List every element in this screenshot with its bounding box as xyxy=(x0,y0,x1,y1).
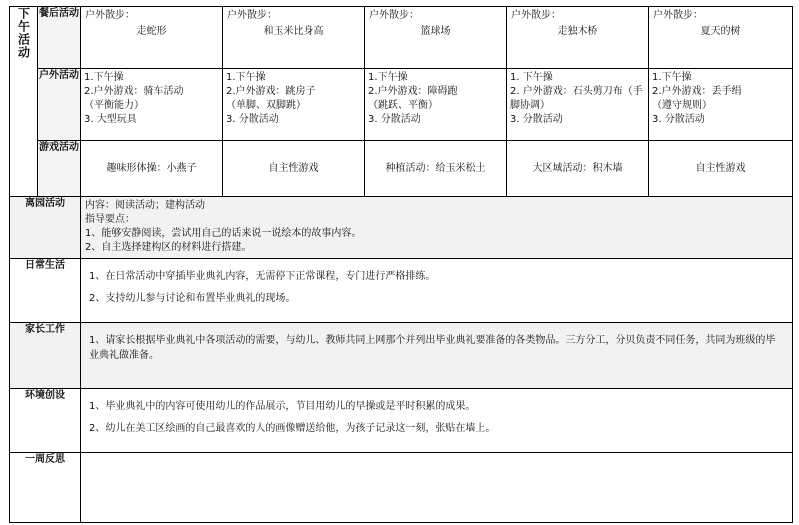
games-row xyxy=(10,141,793,197)
outdoor-cell: 1.下午操 2.户外游戏：障碍跑 （跳跃、平衡） 3. 分散活动 xyxy=(365,69,507,141)
daily-label: 日常生活 xyxy=(10,259,81,323)
afternoon-section-label: 下午活动 xyxy=(10,7,38,197)
games-cell: 趣味形体操：小燕子 xyxy=(81,141,223,197)
parent-label: 家长工作 xyxy=(10,323,81,389)
after-meal-row xyxy=(10,7,793,69)
after-meal-label: 餐后活动 xyxy=(38,7,81,69)
after-meal-cell: 户外散步： 篮球场 xyxy=(365,7,507,69)
after-meal-cell: 户外散步： 走蛇形 xyxy=(81,7,223,69)
games-cell: 大区域活动：积木墙 xyxy=(507,141,649,197)
outdoor-cell: 1.下午操 2.户外游戏：骑车活动 （平衡能力） 3. 大型玩具 xyxy=(81,69,223,141)
outdoor-label: 户外活动 xyxy=(38,69,81,141)
area-label: 离园活动 xyxy=(10,197,81,259)
weekly-plan-table xyxy=(9,6,793,523)
daily-content: 1、在日常活动中穿插毕业典礼内容，无需停下正常课程，专门进行严格排练。 2、支持幼儿参与讨论和布置毕业典礼的现场。 xyxy=(81,259,793,323)
env-content: 1、毕业典礼中的内容可使用幼儿的作品展示，节目用幼儿的早操或是平时积累的成果。 2、幼儿在美工区绘画的自己最喜欢的人的画像赠送给他，为孩子记录这一刻，张贴在墙上。 xyxy=(81,389,793,453)
outdoor-cell: 1.下午操 2.户外游戏：跳房子 （单脚、双脚跳） 3. 分散活动 xyxy=(223,69,365,141)
after-meal-cell: 户外散步： 和玉米比身高 xyxy=(223,7,365,69)
outdoor-cell: 1.下午操 2.户外游戏：丢手绢 （遵守规则） 3. 分散活动 xyxy=(649,69,793,141)
outdoor-cell: 1. 下午操 2. 户外游戏：石头剪刀布（手 脚协调） 3. 分散活动 xyxy=(507,69,649,141)
games-cell: 自主性游戏 xyxy=(223,141,365,197)
games-label: 游戏活动 xyxy=(38,141,81,197)
after-meal-cell: 户外散步： 夏天的树 xyxy=(649,7,793,69)
outdoor-row xyxy=(10,69,793,141)
area-row xyxy=(10,197,793,259)
games-cell: 自主性游戏 xyxy=(649,141,793,197)
reflect-label: 一周反思 xyxy=(10,453,81,523)
reflect-content[interactable] xyxy=(81,453,793,523)
reflect-row xyxy=(10,453,793,523)
parent-row xyxy=(10,323,793,389)
parent-content: 1、请家长根据毕业典礼中各项活动的需要，与幼儿、教师共同上网那个并列出毕业典礼要准备的各类物品。三方分工，分贝负责不同任务，共同为班级的毕业典礼做准备。 xyxy=(81,323,793,389)
area-content: 内容：阅读活动；建构活动 指导要点： 1、能够安静阅读，尝试用自己的话来说一说绘本的故事内容。 2、自主选择建构区的材料进行搭建。 xyxy=(81,197,793,259)
env-label: 环境创设 xyxy=(10,389,81,453)
games-cell: 种植活动：给玉米松土 xyxy=(365,141,507,197)
after-meal-cell: 户外散步： 走独木桥 xyxy=(507,7,649,69)
env-row xyxy=(10,389,793,453)
daily-row xyxy=(10,259,793,323)
